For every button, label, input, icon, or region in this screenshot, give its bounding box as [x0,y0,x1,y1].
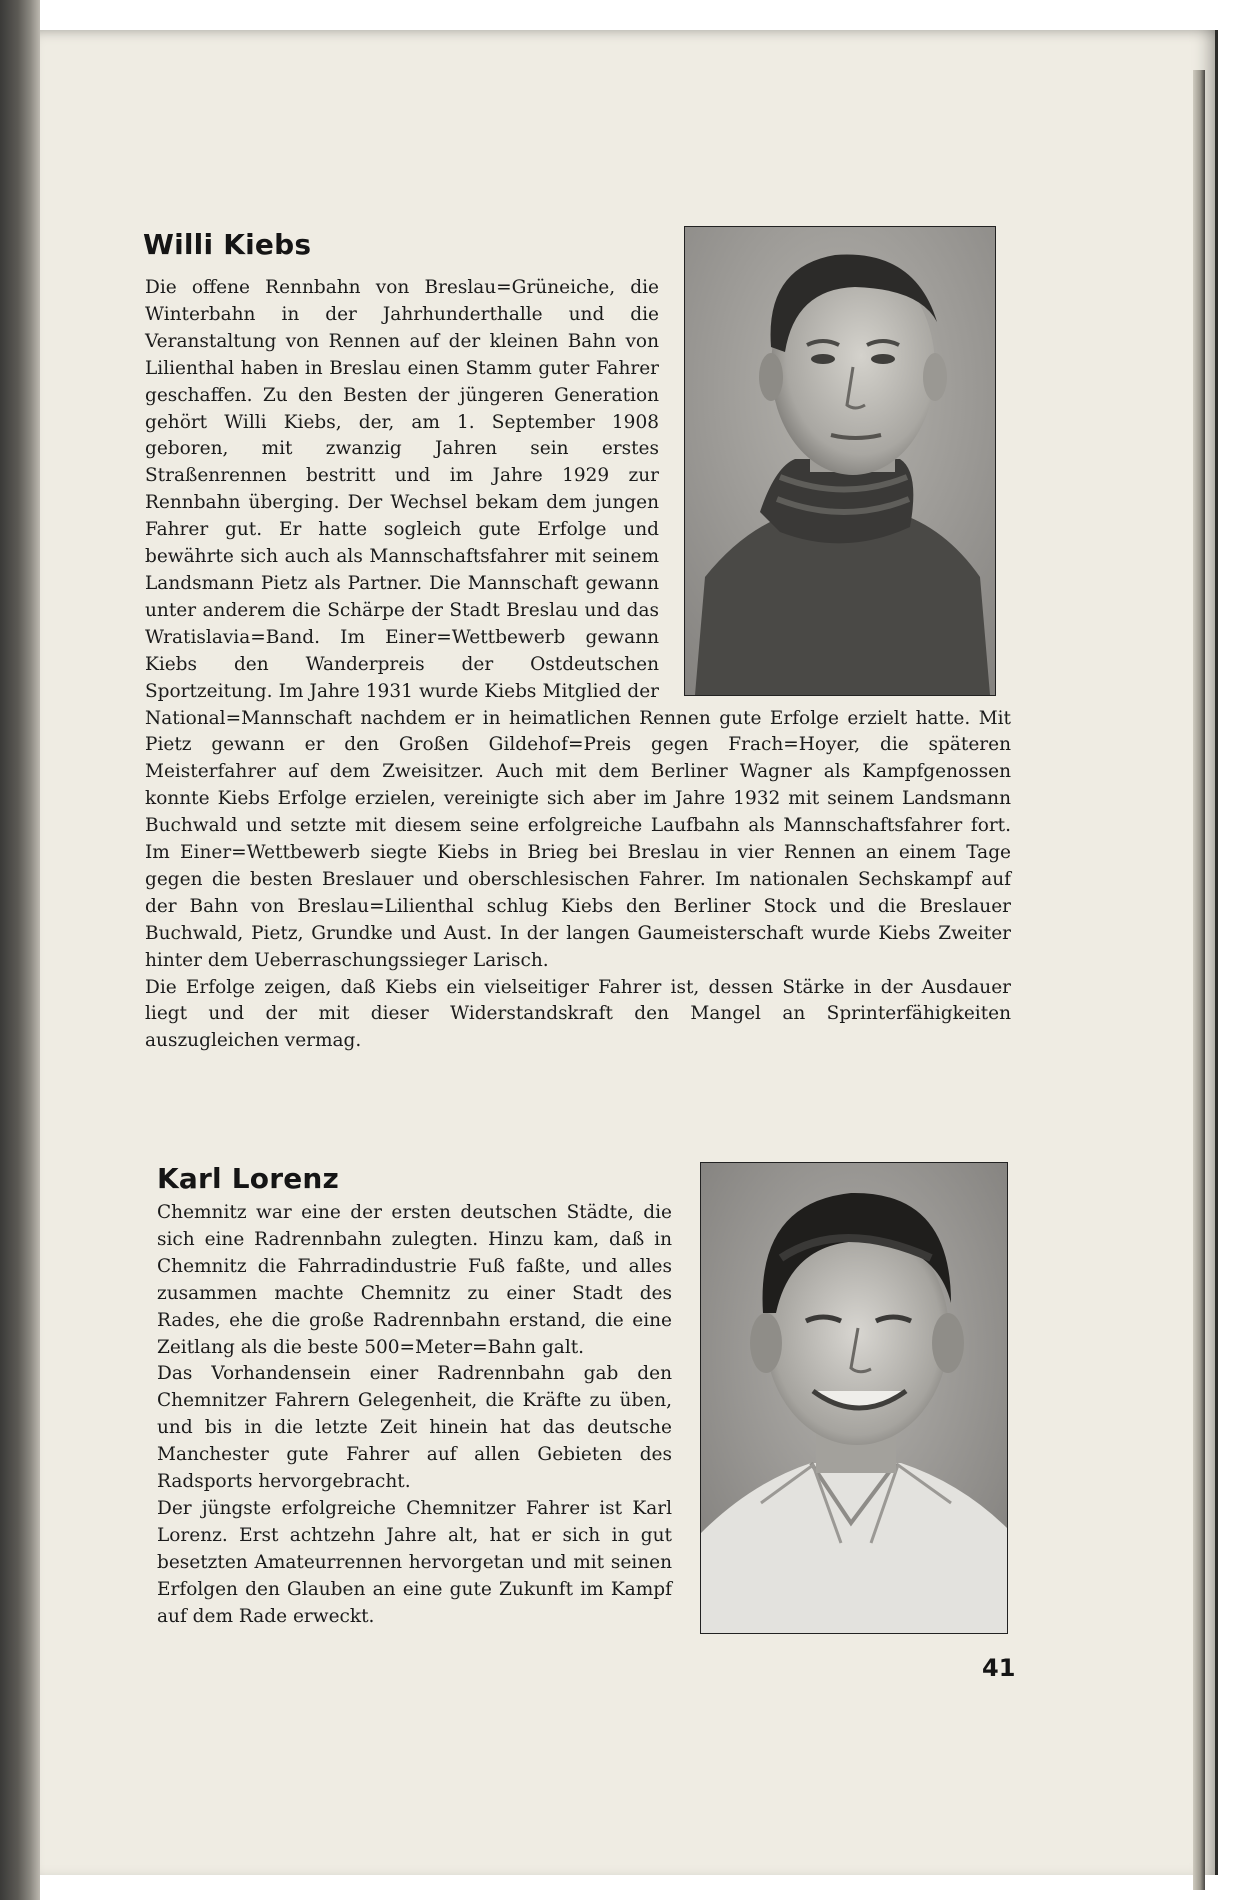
article-paragraph: Die offene Rennbahn von Breslau=Grüneiche, die Winterbahn in der Jahrhunderthalle und die Veranstaltung von Rennen auf der kleinen Bahn von Lilienthal haben in Breslau einen Stamm guter Fahrer geschaffen. Zu den Besten der jüngeren Generation gehört Willi Kiebs, der, am 1. September 1908 geboren, mit zwanzig Jahren sein erstes Straßenrennen bestritt und im Jahre 1929 zur Rennbahn überging. Der Wechsel bekam dem jungen Fahrer gut. Er hatte sogleich gute Erfolge und bewährte sich auch als Mannschaftsfahrer mit seinem Landsmann Pietz als Partner. Die Mannschaft gewann unter anderem die Schärpe der Stadt Breslau und das Wratislavia=Band. Im Einer=Wettbewerb gewann Kiebs den Wanderpreis der Ostdeutschen Sportzeitung. Im Jahre 1931 wurde Kiebs Mitglied der National=Mannschaft nachdem er in heimatlichen Rennen gute Erfolge erzielt hatte. Mit Pietz gewann er den Großen Gildehof=Preis gegen Frach=Hoyer, die späteren Meisterfahrer auf dem Zweisitzer. Auch mit dem Berliner Wagner als Kampfgenossen konnte Kiebs Erfolge erzielen, vereinigte sich aber im Jahre 1932 mit seinem Landsmann Buchwald und setzte mit diesem seine erfolgreiche Laufbahn als Mannschaftsfahrer fort. Im Einer=Wettbewerb siegte Kiebs in Brieg bei Breslau in vier Rennen an einem Tage gegen die besten Breslauer und oberschlesischen Fahrer. Im nationalen Sechskampf auf der Bahn von Breslau=Lilienthal schlug Kiebs den Berliner Stock und die Breslauer Buchwald, Pietz, Grundke und Aust. In der langen Gaumeisterschaft wurde Kiebs Zweiter hinter dem Ueberraschungssieger Larisch. [145,277,1011,971]
article-paragraph: Chemnitz war eine der ersten deutschen Städte, die sich eine Radrennbahn zulegten. Hinzu kam, daß in Chemnitz die Fahrradindustrie Fuß faßte, und alles zusammen machte Chemnitz zu einer Stadt des Rades, ehe die große Radrennbahn erstand, die eine Zeitlang als die beste 500=Meter=Bahn galt. [157,1202,672,1358]
book-spine [0,0,40,1900]
article-title-willi-kiebs: Willi Kiebs [143,228,312,261]
article-paragraph: Der jüngste erfolgreiche Chemnitzer Fahrer ist Karl Lorenz. Erst achtzehn Jahre alt, hat er sich in gut besetzten Amateurrennen hervorgetan und mit seinen Erfolgen den Glauben an eine gute Zukunft im Kampf auf dem Rade erweckt. [157,1497,672,1627]
article-body-karl-lorenz [157,1200,672,1631]
article-paragraph: Die Erfolge zeigen, daß Kiebs ein vielseitiger Fahrer ist, dessen Stärke in der Ausdauer liegt und der mit dieser Widerstandskraft den Mangel an Sprinterfähigkeiten auszugleichen vermag. [145,976,1011,1052]
page-number: 41 [982,1654,1016,1682]
article-title-karl-lorenz: Karl Lorenz [157,1162,340,1195]
article-body-willi-kiebs [145,275,1011,1055]
page-edge [1193,70,1205,1890]
portrait-photo-karl-lorenz [700,1162,1008,1634]
article-paragraph: Das Vorhandensein einer Radrennbahn gab den Chemnitzer Fahrern Gelegenheit, die Kräfte zu üben, und bis in die letzte Zeit hinein hat das deutsche Manchester gute Fahrer auf allen Gebieten des Radsports hervorgebracht. [157,1363,672,1493]
